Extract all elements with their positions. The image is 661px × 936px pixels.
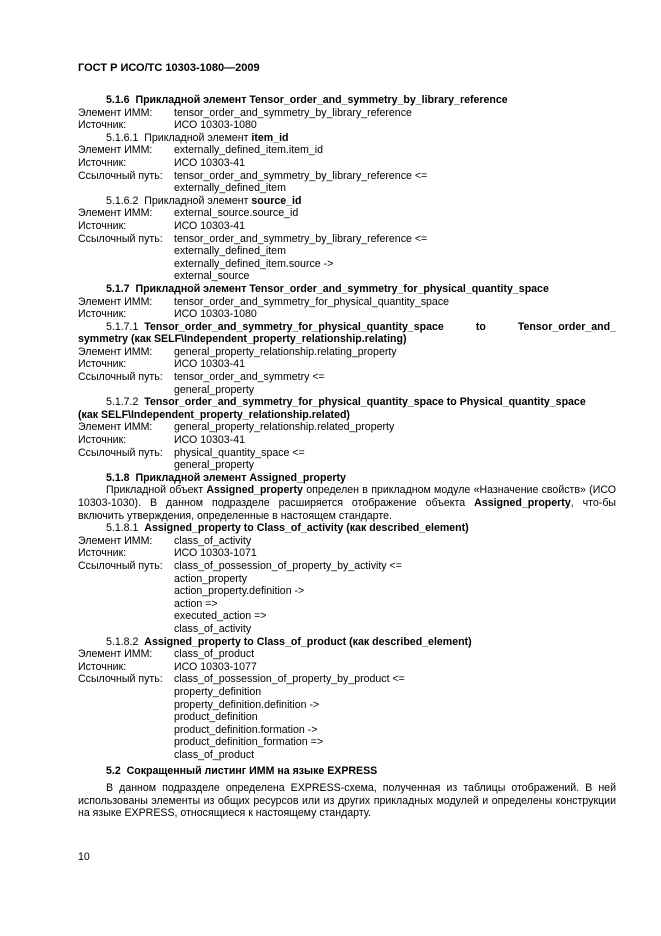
mapping-row (78, 107, 616, 120)
label-elem: Элемент ИММ: (78, 648, 153, 661)
label-path: Ссылочный путь: (78, 169, 163, 182)
label-elem: Элемент ИММ: (78, 421, 153, 434)
path-line: action => (174, 597, 218, 610)
section-number: 5.1.7 (106, 282, 130, 295)
mapping-row (78, 157, 616, 170)
path-line: property_definition.definition -> (174, 698, 320, 711)
mapping-value: ИСО 10303-41 (174, 156, 245, 169)
section-5-1-8-heading (78, 472, 616, 485)
heading-part: Tensor_order_and_symmetry_for_physical_quantity_space (144, 396, 444, 409)
heading-continuation: symmetry (как SELF\Independent_property_relationship.relating) (78, 333, 407, 346)
mapping-row (78, 547, 616, 560)
section-5-2-heading (78, 765, 616, 778)
path-line: external_source (174, 270, 250, 283)
heading-title: Прикладной элемент Assigned_property (135, 471, 346, 484)
path-line: tensor_order_and_symmetry <= (174, 371, 325, 384)
section-number: 5.1.8 (106, 471, 130, 484)
heading-title: Assigned_property to Class_of_activity (как described_element) (144, 522, 469, 535)
mapping-row (78, 233, 616, 246)
mapping-value: ИСО 10303-1071 (174, 547, 257, 560)
label-src: Источник: (78, 660, 127, 673)
section-5-1-7-1-heading (78, 321, 616, 334)
heading-part: Physical_quantity_space (459, 396, 586, 409)
heading-title: Assigned_property to Class_of_product (как described_element) (144, 635, 472, 648)
label-src: Источник: (78, 219, 127, 232)
label-path: Ссылочный путь: (78, 559, 163, 572)
path-line: product_definition.formation -> (174, 723, 318, 736)
section-5-1-7-heading (78, 283, 616, 296)
section-number: 5.1.8.1 (106, 522, 139, 535)
label-path: Ссылочный путь: (78, 232, 163, 245)
path-line: general_property (174, 383, 255, 396)
label-src: Источник: (78, 156, 127, 169)
label-elem: Элемент ИММ: (78, 345, 153, 358)
para-text: определен в прикладном модуле «Назначение свойств» (ИСО 10303-1030). В данном подразделе расширяется отображение объекта (78, 484, 616, 509)
label-path: Ссылочный путь: (78, 446, 163, 459)
mapping-row (78, 434, 616, 447)
label-path: Ссылочный путь: (78, 673, 163, 686)
path-line: tensor_order_and_symmetry_by_library_reference <= (174, 232, 428, 245)
heading-part: Tensor_order_and_ (517, 320, 616, 333)
mapping-row (78, 220, 616, 233)
mapping-value: ИСО 10303-1080 (174, 308, 257, 321)
heading-prefix: Прикладной элемент (144, 131, 252, 144)
page-content (78, 94, 616, 820)
section-number: 5.1.6.1 (106, 131, 139, 144)
section-5-1-6-2-heading (78, 195, 616, 208)
label-src: Источник: (78, 308, 127, 321)
path-line: externally_defined_item (174, 245, 286, 258)
mapping-row (78, 119, 616, 132)
heading-title: Прикладной элемент Tensor_order_and_symmetry_for_physical_quantity_space (135, 282, 549, 295)
section-5-2-paragraph: В данном подразделе определена EXPRESS-схема, полученная из таблицы отображений. В ней использованы элементы из общих ресурсов или из других прикладных модулей и определены конструкции на языке EXPRESS, относящиеся к настоящему стандарту. (78, 782, 616, 820)
mapping-value: class_of_product (174, 648, 255, 661)
para-term: Assigned_property (206, 484, 303, 497)
label-src: Источник: (78, 119, 127, 132)
section-number: 5.1.6 (106, 94, 130, 106)
mapping-row (78, 296, 616, 309)
section-number: 5.1.8.2 (106, 635, 139, 648)
heading-part: Tensor_order_and_symmetry_for_physical_quantity_space (144, 320, 444, 333)
mapping-row (78, 144, 616, 157)
label-path: Ссылочный путь: (78, 371, 163, 384)
mapping-row (78, 661, 616, 674)
section-5-1-7-2-heading (78, 396, 616, 409)
path-line: action_property (174, 572, 248, 585)
mapping-row (78, 560, 616, 573)
path-line: property_definition (174, 685, 262, 698)
path-line: physical_quantity_space <= (174, 446, 305, 459)
mapping-value: externally_defined_item.item_id (174, 144, 323, 157)
mapping-row (78, 648, 616, 661)
mapping-value: ИСО 10303-41 (174, 358, 245, 371)
path-line: action_property.definition -> (174, 585, 305, 598)
path-line: tensor_order_and_symmetry_by_library_reference <= (174, 169, 428, 182)
label-elem: Элемент ИММ: (78, 295, 153, 308)
path-line: externally_defined_item.source -> (174, 257, 334, 270)
mapping-row (78, 358, 616, 371)
path-line: product_definition_formation => (174, 736, 324, 749)
heading-name: Tensor_order_and_symmetry_by_library_reference (249, 94, 508, 106)
section-5-1-6-1-heading (78, 132, 616, 145)
page-number: 10 (78, 851, 90, 863)
path-line: class_of_possession_of_property_by_product <= (174, 673, 405, 686)
para-text: , что-бы включить утверждения, определенные в настоящем стандарте. (78, 497, 616, 522)
mapping-row (78, 535, 616, 548)
label-src: Источник: (78, 547, 127, 560)
mapping-value: ИСО 10303-1080 (174, 119, 257, 132)
mapping-row (78, 421, 616, 434)
section-number: 5.1.7.1 (106, 320, 139, 333)
running-header: ГОСТ Р ИСО/ТС 10303-1080—2009 (78, 62, 260, 74)
section-number: 5.1.7.2 (106, 396, 139, 409)
mapping-value: ИСО 10303-41 (174, 219, 245, 232)
section-5-1-8-2-heading (78, 636, 616, 649)
path-line: class_of_product (174, 748, 255, 761)
mapping-value: general_property_relationship.related_property (174, 421, 395, 434)
mapping-value: external_source.source_id (174, 207, 299, 220)
label-src: Источник: (78, 358, 127, 371)
mapping-row (78, 371, 616, 384)
section-5-1-8-paragraph (78, 484, 616, 522)
mapping-value: tensor_order_and_symmetry_by_library_reference (174, 106, 412, 119)
mapping-value: class_of_activity (174, 534, 252, 547)
section-number: 5.2 (106, 765, 121, 778)
section-number: 5.1.6.2 (106, 194, 139, 207)
path-line: general_property (174, 459, 255, 472)
mapping-row (78, 346, 616, 359)
section-5-1-6-heading (78, 94, 616, 107)
mapping-row (78, 673, 616, 686)
path-line: executed_action => (174, 610, 267, 623)
label-elem: Элемент ИММ: (78, 207, 153, 220)
para-term: Assigned_property (474, 497, 571, 509)
mapping-value: ИСО 10303-1077 (174, 660, 257, 673)
heading-prefix: Прикладной элемент (135, 94, 250, 106)
mapping-value: general_property_relationship.relating_property (174, 345, 397, 358)
path-line: product_definition (174, 711, 258, 724)
heading-part: to (475, 320, 486, 333)
section-5-1-8-1-heading (78, 522, 616, 535)
mapping-value: tensor_order_and_symmetry_for_physical_quantity_space (174, 295, 450, 308)
path-line: class_of_activity (174, 622, 252, 635)
path-line: externally_defined_item (174, 182, 286, 195)
mapping-row (78, 447, 616, 460)
label-src: Источник: (78, 434, 127, 447)
label-elem: Элемент ИММ: (78, 534, 153, 547)
mapping-row (78, 308, 616, 321)
heading-name: source_id (251, 194, 302, 207)
para-text: Прикладной объект (106, 484, 207, 497)
heading-continuation: (как SELF\Independent_property_relationship.related) (78, 408, 350, 421)
heading-name: item_id (251, 131, 289, 144)
heading-part: to (446, 396, 457, 409)
label-elem: Элемент ИММ: (78, 106, 153, 119)
path-line: class_of_possession_of_property_by_activity <= (174, 559, 402, 572)
mapping-value: ИСО 10303-41 (174, 434, 245, 447)
mapping-row (78, 170, 616, 183)
heading-prefix: Прикладной элемент (144, 194, 252, 207)
label-elem: Элемент ИММ: (78, 144, 153, 157)
heading-title: Сокращенный листинг ИММ на языке EXPRESS (126, 765, 378, 778)
mapping-row (78, 207, 616, 220)
